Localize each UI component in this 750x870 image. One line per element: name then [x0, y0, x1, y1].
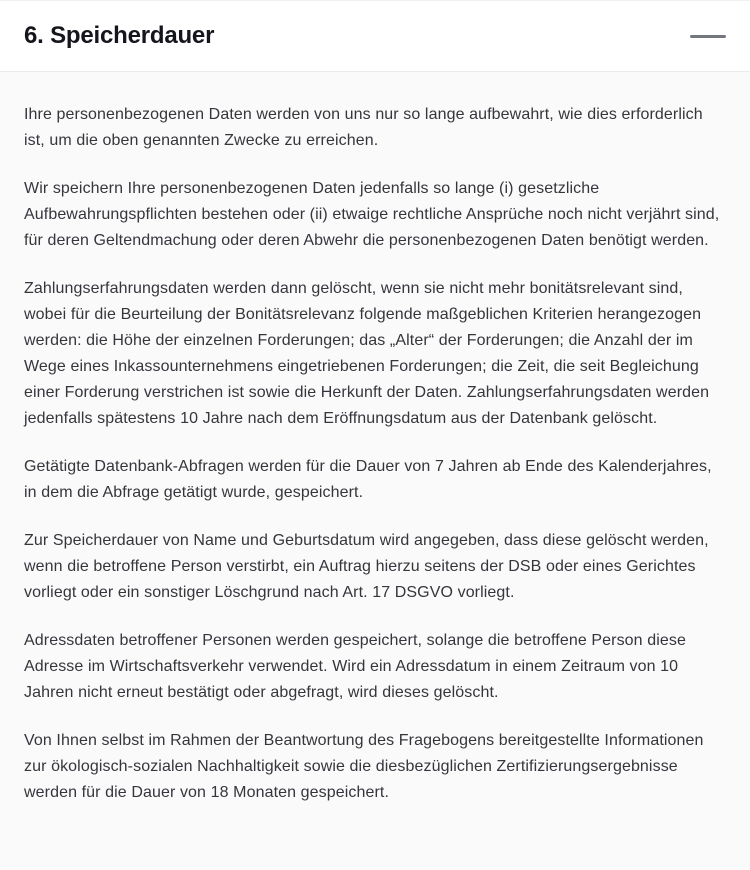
accordion-header[interactable] [0, 1, 750, 72]
paragraph: Adressdaten betroffener Personen werden gespeichert, solange die betroffene Person diese Adresse im Wirtschaftsverkehr verwendet. Wird ein Adressdatum in einem Zeitraum von 10 Jahren nicht erneut bestätigt oder abgefragt, wird dieses gelöscht. [24, 632, 686, 701]
paragraph: Getätigte Datenbank-Abfragen werden für die Dauer von 7 Jahren ab Ende des Kalenderjahres, in dem die Abfrage getätigt wurde, gespeichert. [24, 458, 712, 501]
minus-icon [690, 35, 726, 38]
paragraph: Zur Speicherdauer von Name und Geburtsdatum wird angegeben, dass diese gelöscht werden, wenn die betroffene Person verstirbt, ein Auftrag hierzu seitens der DSB oder eines Gerichtes vorliegt oder ein sonstiger Löschgrund nach Art. 17 DSGVO vorliegt. [24, 532, 709, 601]
paragraph: Wir speichern Ihre personenbezogenen Daten jedenfalls so lange (i) gesetzliche Aufbewahrungspflichten bestehen oder (ii) etwaige rechtliche Ansprüche noch nicht verjährt sind, für deren Geltendmachung oder deren Abwehr die personenbezogenen Daten benötigt werden. [24, 180, 720, 249]
paragraph: Zahlungserfahrungsdaten werden dann gelöscht, wenn sie nicht mehr bonitätsrelevant sind, wobei für die Beurteilung der Bonitätsrelevanz folgende maßgeblichen Kriterien herangezogen werden: die Höhe der einzelnen Forderungen; das „Alter“ der Forderungen; die Anzahl der im Wege eines Inkassounternehmens eingetriebenen Forderungen; die Zeit, die seit Begleichung einer Forderung verstrichen ist sowie die Herkunft der Daten. Zahlungserfahrungsdaten werden jedenfalls spätestens 10 Jahre nach dem Eröffnungsdatum aus der Datenbank gelöscht. [24, 280, 710, 427]
section-body [0, 72, 750, 806]
collapse-toggle-button[interactable] [690, 25, 726, 48]
section-title: 6. Speicherdauer [24, 22, 215, 49]
paragraph: Ihre personenbezogenen Daten werden von uns nur so lange aufbewahrt, wie dies erforderlich ist, um die oben genannten Zwecke zu erreichen. [24, 106, 703, 149]
paragraph: Von Ihnen selbst im Rahmen der Beantwortung des Fragebogens bereitgestellte Informationen zur ökologisch-sozialen Nachhaltigkeit sowie die diesbezüglichen Zertifizierungsergebnisse werden für die Dauer von 18 Monaten gespeichert. [24, 732, 704, 801]
